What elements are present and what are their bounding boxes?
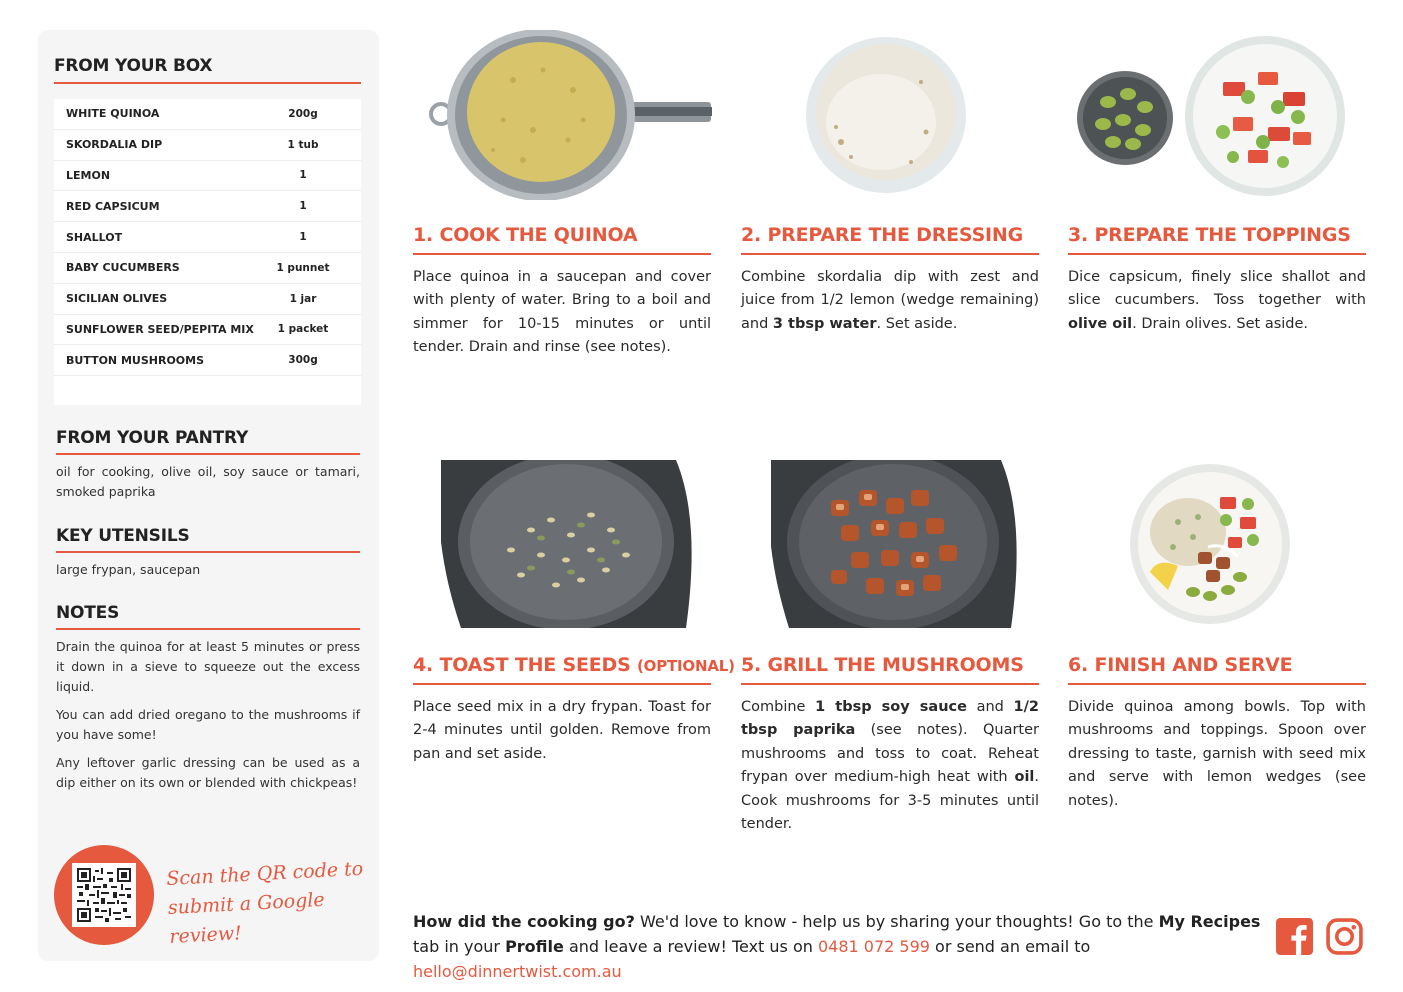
quinoa-in-sieve-image xyxy=(423,30,713,200)
ingredient-name: SKORDALIA DIP xyxy=(66,138,163,152)
utensils-heading: KEY UTENSILS xyxy=(56,526,190,546)
step-4-title-main: 4. TOAST THE SEEDS xyxy=(413,654,631,676)
step-2-text-part: . Set aside. xyxy=(876,315,958,332)
pantry-heading-rule xyxy=(56,453,360,455)
step-3-text xyxy=(1068,266,1366,336)
step-3-text-bold: olive oil xyxy=(1068,315,1133,332)
ingredient-qty: 1 jar xyxy=(289,292,317,305)
note-item: Drain the quinoa for at least 5 minutes or press it down in a sieve to squeeze out the excess liquid. xyxy=(56,639,360,694)
step-4-text: Place seed mix in a dry frypan. Toast for 2-4 minutes until golden. Remove from pan and set aside. xyxy=(413,699,711,762)
ingredient-qty: 1 punnet xyxy=(276,261,330,274)
profile-link[interactable]: Profile xyxy=(505,937,564,956)
table-row xyxy=(54,345,361,376)
ingredient-qty: 1 xyxy=(299,200,307,213)
table-row xyxy=(54,284,361,315)
notes-heading-rule xyxy=(56,628,360,630)
footer-text: tab in your xyxy=(413,937,506,956)
olives-and-salad-image xyxy=(1073,32,1363,200)
ingredient-name: SHALLOT xyxy=(66,230,123,244)
step-2-text-bold: 3 tbsp water xyxy=(772,315,877,332)
qr-code-icon xyxy=(77,868,131,922)
step-2-rule xyxy=(741,253,1039,255)
instagram-icon[interactable] xyxy=(1326,918,1363,955)
step-3-rule xyxy=(1068,253,1366,255)
step-3 xyxy=(1068,30,1366,370)
ingredient-name: WHITE QUINOA xyxy=(66,107,160,121)
footer-text: and leave a review! Text us on xyxy=(563,937,818,956)
review-footer xyxy=(413,909,1263,984)
step-2-text xyxy=(741,266,1039,336)
step-2-title: 2. PREPARE THE DRESSING xyxy=(741,224,1024,246)
ingredient-name: SICILIAN OLIVES xyxy=(66,292,168,306)
utensils-heading-rule xyxy=(56,551,360,553)
step-5-rule xyxy=(741,683,1039,685)
qr-callout xyxy=(166,854,381,952)
step-5-text-bold: 1 tbsp soy sauce xyxy=(815,699,967,715)
box-ingredients-table xyxy=(54,99,361,405)
utensils-text: large frypan, saucepan xyxy=(56,562,201,577)
step-1-text: Place quinoa in a saucepan and cover with plenty of water. Bring to a boil and simmer for 10-15 minutes or until tender. Drain and rinse (see notes). xyxy=(413,269,711,356)
step-6-title: 6. FINISH AND SERVE xyxy=(1068,654,1293,676)
step-2-text-part: Combine skordalia dip with zest and juice from 1/2 lemon (wedge remaining) and xyxy=(741,269,1039,332)
footer-text: or send an email to xyxy=(929,937,1091,956)
ingredient-qty: 1 xyxy=(299,231,307,244)
step-5 xyxy=(741,460,1040,833)
step-1-title: 1. COOK THE QUINOA xyxy=(413,224,638,246)
pantry-text: oil for cooking, olive oil, soy sauce or tamari, smoked paprika xyxy=(56,464,360,499)
note-item: Any leftover garlic dressing can be used as a dip either on its own or blended with chickpeas! xyxy=(56,755,360,790)
notes-heading: NOTES xyxy=(56,603,120,623)
phone-link[interactable]: 0481 072 599 xyxy=(817,937,930,956)
step-6-rule xyxy=(1068,683,1366,685)
step-5-text-part: . Cook mushrooms for 3-5 minutes until tender. xyxy=(741,769,1039,833)
ingredient-name: LEMON xyxy=(66,168,111,182)
step-2 xyxy=(741,30,1039,370)
table-row xyxy=(54,99,361,130)
table-row xyxy=(54,222,361,253)
qr-callout-line: Scan the QR code to xyxy=(165,857,364,891)
notes-list xyxy=(56,637,360,801)
table-row xyxy=(54,130,361,161)
step-3-text-part: Dice capsicum, finely slice shallot and slice cucumbers. Toss together with xyxy=(1068,269,1366,309)
email-link[interactable]: hello@dinnertwist.com.au xyxy=(413,962,622,981)
table-row xyxy=(54,161,361,192)
footer-question: How did the cooking go? xyxy=(413,912,635,931)
ingredients-sidebar xyxy=(38,30,379,961)
seeds-in-frypan-image xyxy=(441,460,711,628)
table-row xyxy=(54,315,361,346)
step-1-rule xyxy=(413,253,711,255)
step-5-text-part: Combine xyxy=(741,699,816,715)
step-5-title: 5. GRILL THE MUSHROOMS xyxy=(741,654,1024,676)
facebook-icon[interactable] xyxy=(1276,918,1313,955)
table-row xyxy=(54,253,361,284)
qr-callout-line: submit a Google review! xyxy=(167,888,326,948)
step-4-title xyxy=(413,654,735,676)
step-1 xyxy=(413,30,711,370)
note-item: You can add dried oregano to the mushrooms if you have some! xyxy=(56,707,360,742)
ingredient-name: SUNFLOWER SEED/PEPITA MIX xyxy=(66,322,254,336)
step-5-text-part: (see notes). Quarter mushrooms and toss to coat. Reheat frypan over medium-high heat with xyxy=(741,722,1039,786)
ingredient-name: BUTTON MUSHROOMS xyxy=(66,353,205,367)
qr-badge xyxy=(54,845,154,945)
served-bowl-image xyxy=(1128,462,1292,626)
qr-code[interactable] xyxy=(72,863,136,927)
ingredient-name: RED CAPSICUM xyxy=(66,199,160,213)
step-3-title: 3. PREPARE THE TOPPINGS xyxy=(1068,224,1351,246)
dressing-bowl-image xyxy=(801,32,971,197)
ingredient-qty: 1 packet xyxy=(277,323,329,336)
step-4 xyxy=(413,460,735,800)
step-5-text-bold: 1/2 tbsp paprika xyxy=(741,699,1040,739)
step-5-text xyxy=(741,696,1039,836)
ingredient-qty: 1 xyxy=(299,169,307,182)
step-5-text-bold: oil xyxy=(1014,769,1035,786)
ingredient-qty: 300g xyxy=(288,354,318,367)
my-recipes-link[interactable]: My Recipes xyxy=(1158,912,1261,931)
table-row xyxy=(54,191,361,222)
ingredient-qty: 200g xyxy=(288,107,318,120)
footer-text: We'd love to know - help us by sharing your thoughts! Go to the xyxy=(634,912,1159,931)
step-5-text-part: and xyxy=(966,699,1014,715)
step-6-text: Divide quinoa among bowls. Top with mushrooms and toppings. Spoon over dressing to taste, garnish with seed mix and serve with lemon wedges (see notes). xyxy=(1068,699,1366,809)
box-heading: FROM YOUR BOX xyxy=(54,56,213,76)
ingredient-qty: 1 tub xyxy=(287,138,319,151)
step-4-title-suffix: (OPTIONAL) xyxy=(637,657,735,675)
ingredient-name: BABY CUCUMBERS xyxy=(66,261,180,275)
step-6 xyxy=(1068,460,1366,809)
step-4-rule xyxy=(413,683,711,685)
step-3-text-part: . Drain olives. Set aside. xyxy=(1132,315,1309,332)
pantry-heading: FROM YOUR PANTRY xyxy=(56,428,249,448)
mushrooms-in-frypan-image xyxy=(771,460,1039,628)
box-heading-rule xyxy=(54,82,361,84)
